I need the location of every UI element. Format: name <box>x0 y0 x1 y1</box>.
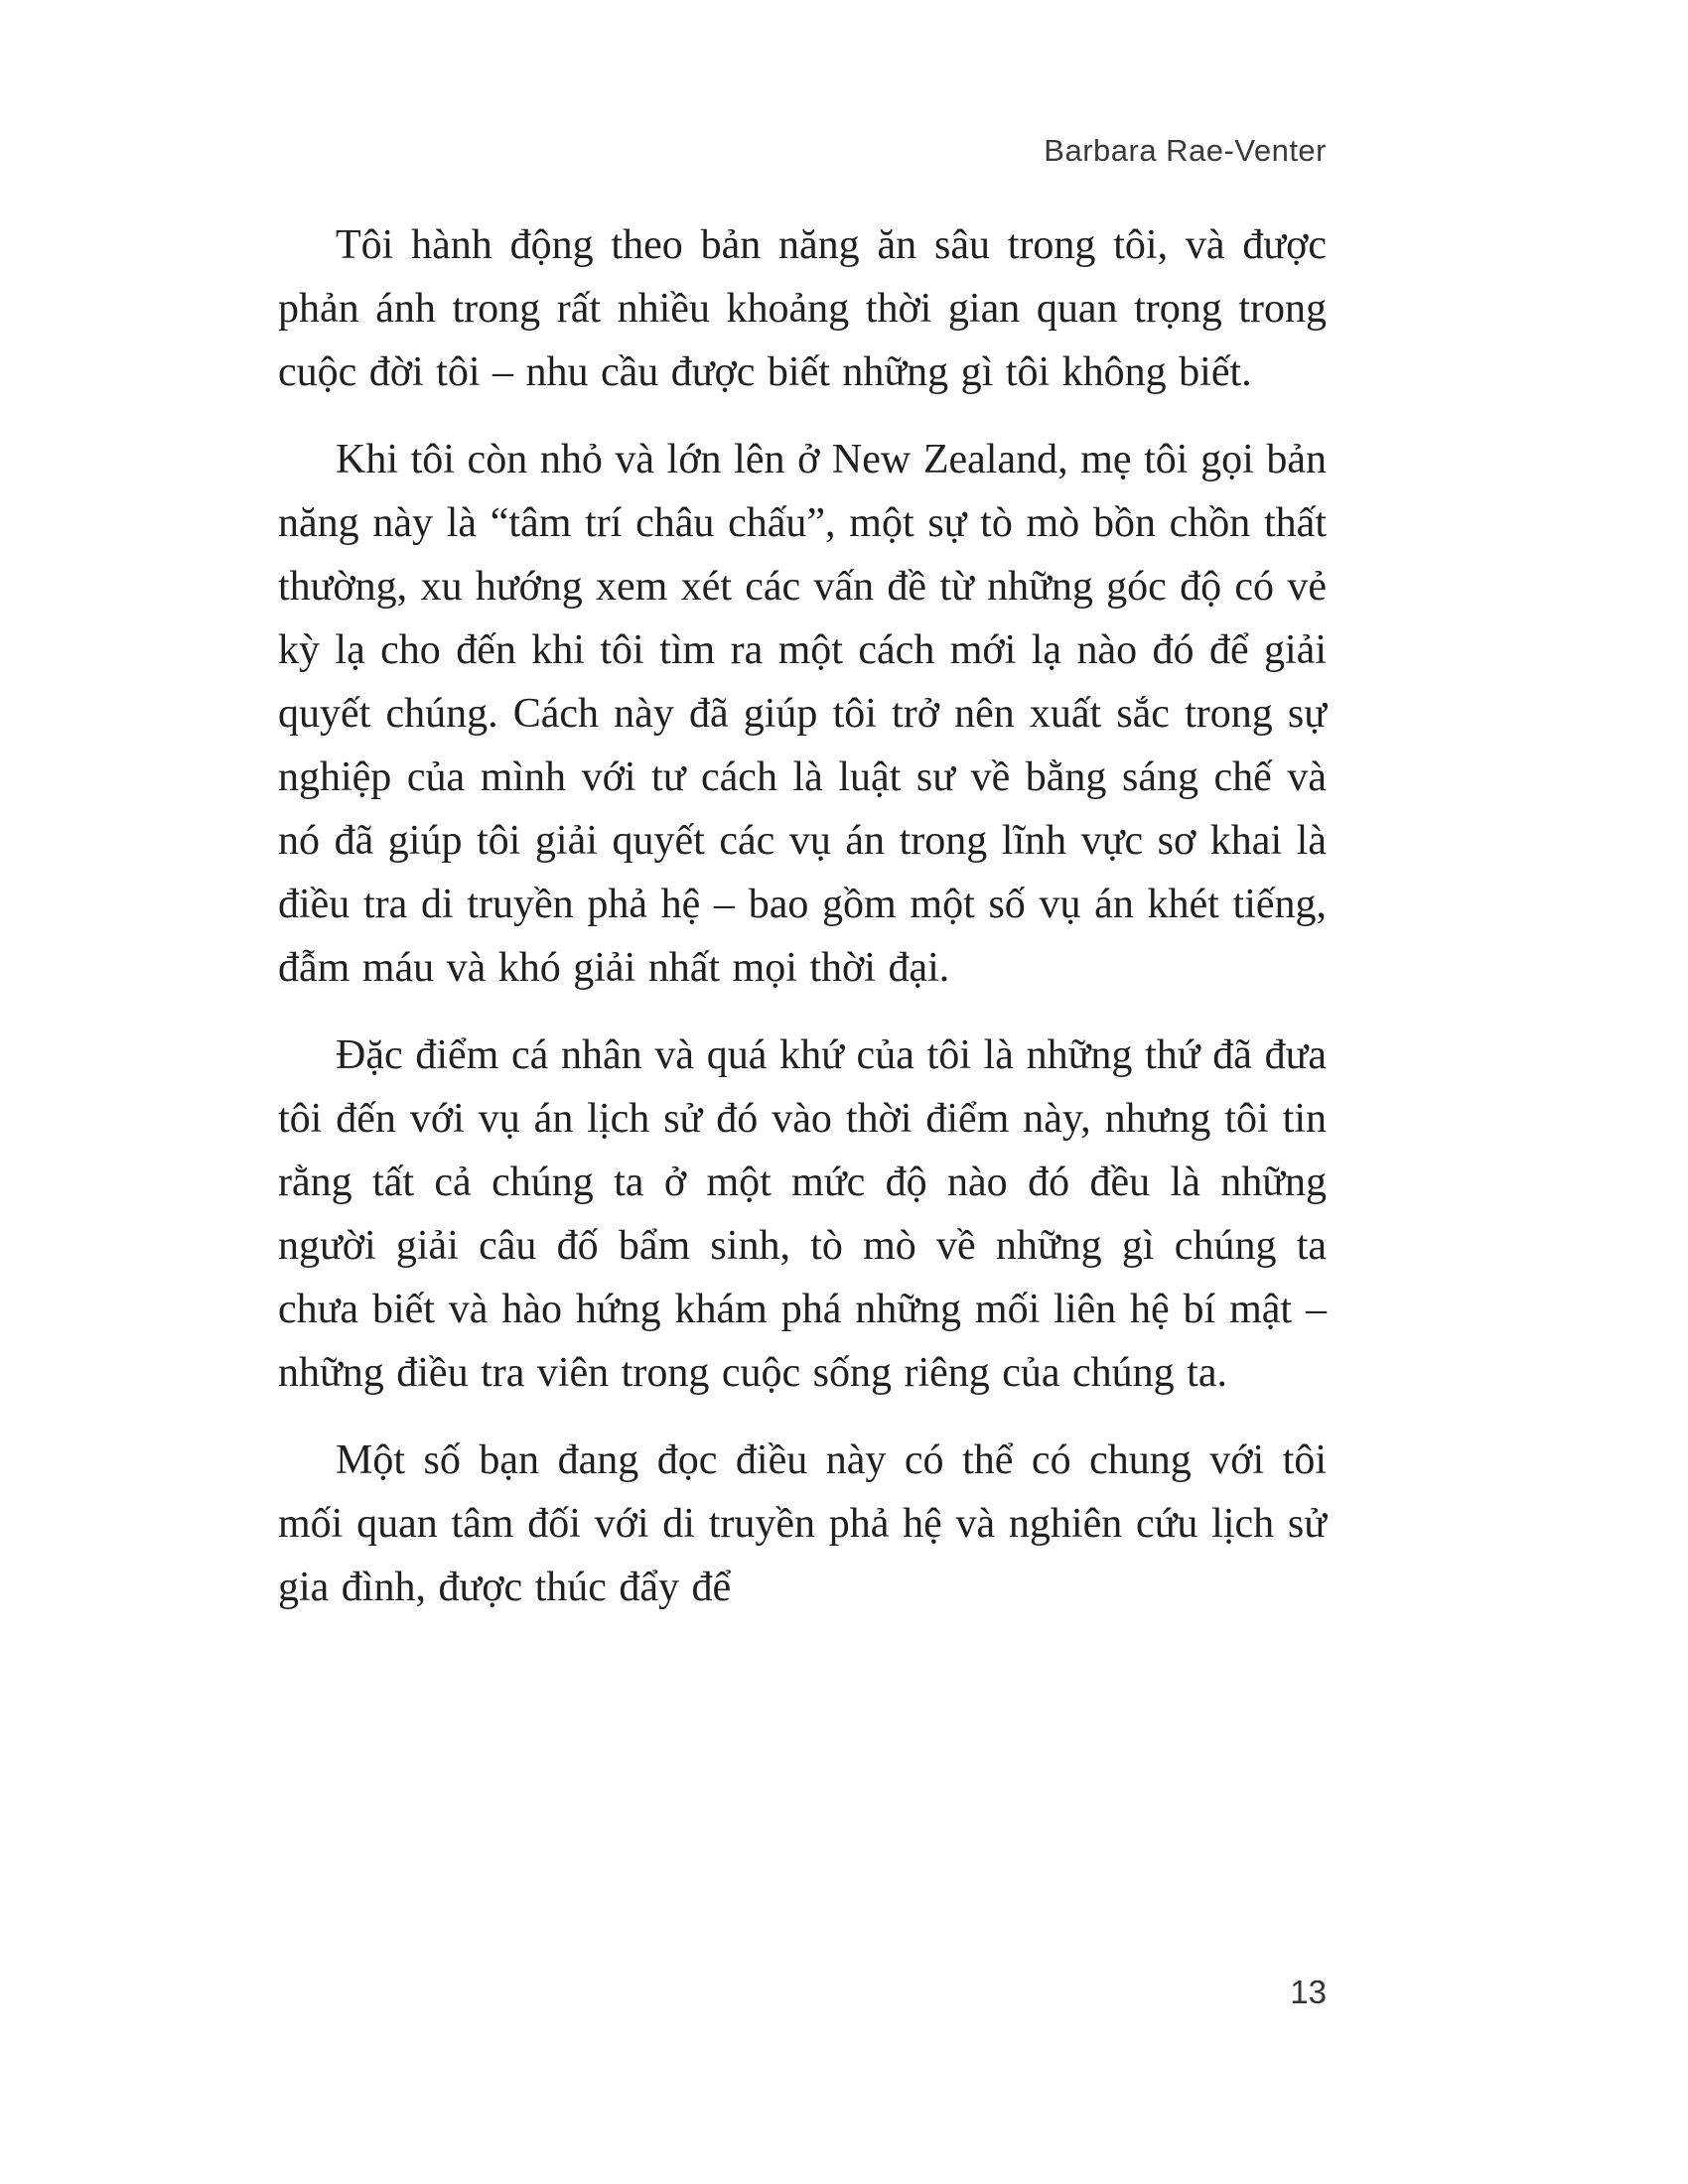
paragraph-1: Tôi hành động theo bản năng ăn sâu trong tôi, và được phản ánh trong rất nhiều khoảng thời gian quan trọng trong cuộc đời tôi – nhu cầu được biết những gì tôi không biết. <box>278 222 1327 395</box>
running-header: Barbara Rae-Venter <box>1044 133 1327 168</box>
paragraph-3: Đặc điểm cá nhân và quá khứ của tôi là những thứ đã đưa tôi đến với vụ án lịch sử đó vào thời điểm này, nhưng tôi tin rằng tất cả chúng ta ở một mức độ nào đó đều là những người giải câu đố bẩm sinh, tò mò về những gì chúng ta chưa biết và hào hứng khám phá những mối liên hệ bí mật – những điều tra viên trong cuộc sống riêng của chúng ta. <box>278 1032 1327 1396</box>
paragraph-4: Một số bạn đang đọc điều này có thể có chung với tôi mối quan tâm đối với di truyền phả hệ và nghiên cứu lịch sử gia đình, được thúc đẩy để <box>278 1437 1327 1610</box>
page-number: 13 <box>1290 1974 1327 2010</box>
body-text <box>278 213 1327 1643</box>
paragraph-2: Khi tôi còn nhỏ và lớn lên ở New Zealand, mẹ tôi gọi bản năng này là “tâm trí châu chấu”, một sự tò mò bồn chồn thất thường, xu hướng xem xét các vấn đề từ những góc độ có vẻ kỳ lạ cho đến khi tôi tìm ra một cách mới lạ nào đó để giải quyết chúng. Cách này đã giúp tôi trở nên xuất sắc trong sự nghiệp của mình với tư cách là luật sư về bằng sáng chế và nó đã giúp tôi giải quyết các vụ án trong lĩnh vực sơ khai là điều tra di truyền phả hệ – bao gồm một số vụ án khét tiếng, đẫm máu và khó giải nhất mọi thời đại. <box>278 437 1327 991</box>
